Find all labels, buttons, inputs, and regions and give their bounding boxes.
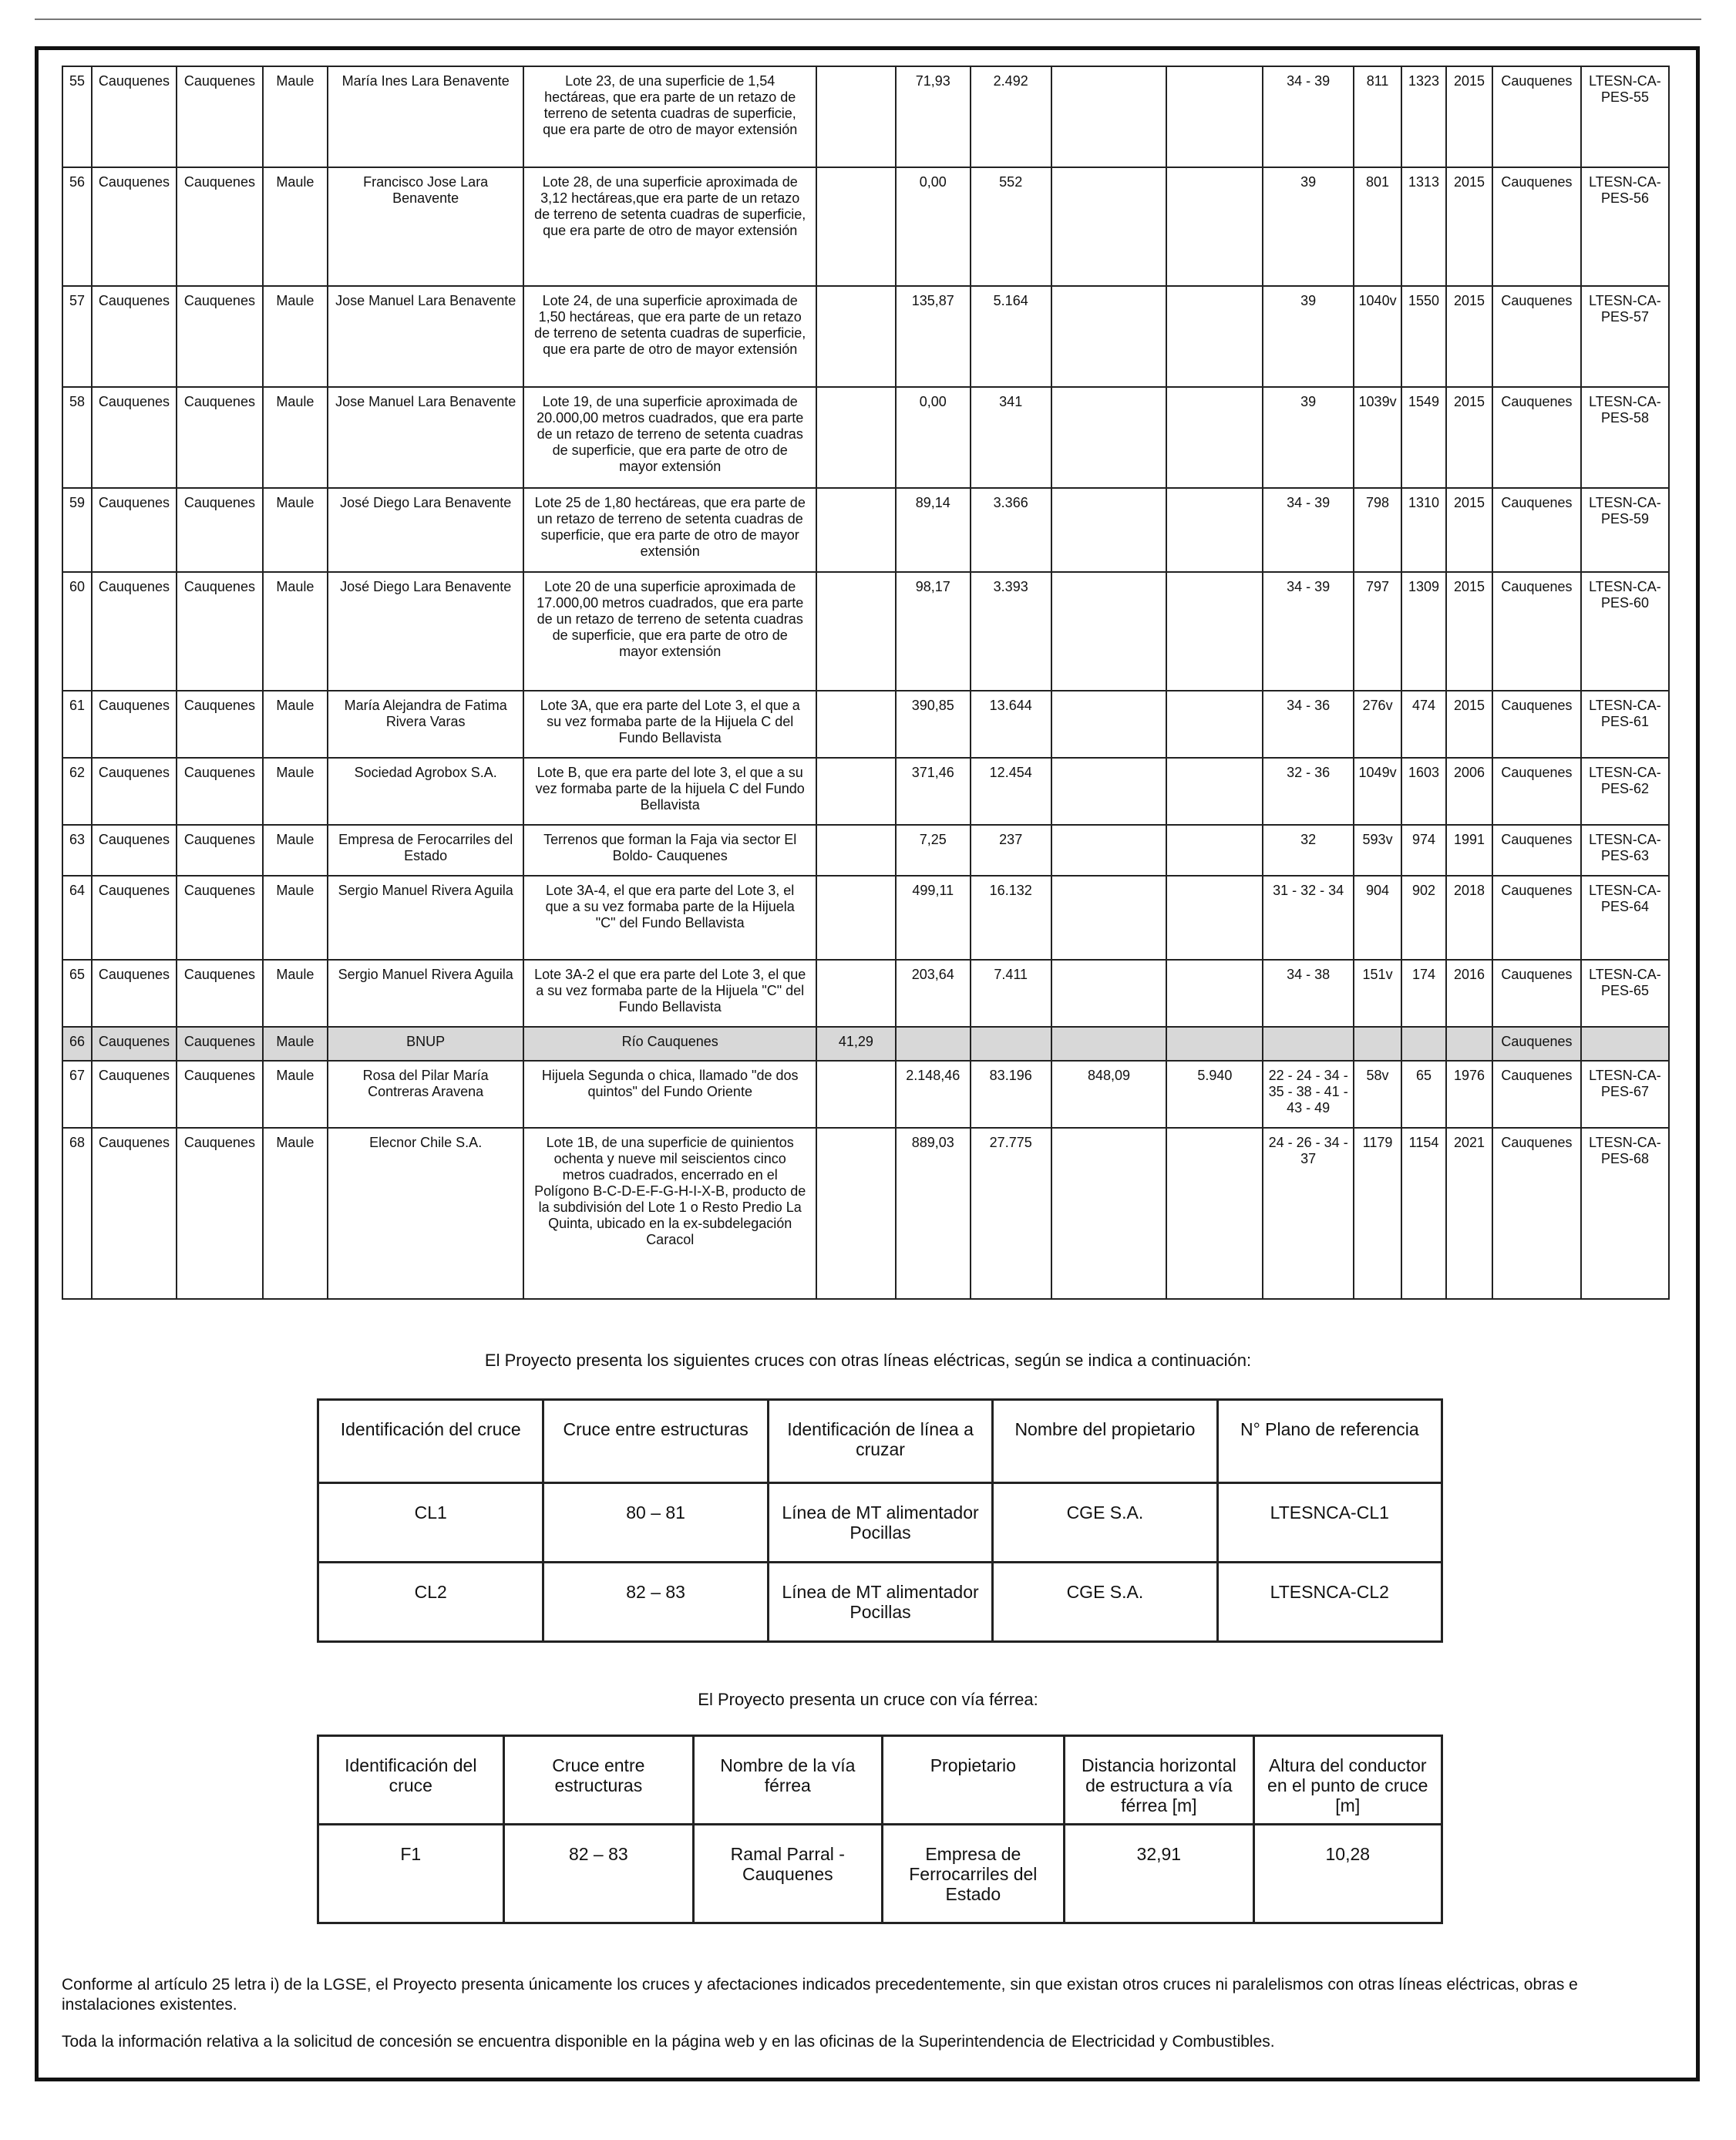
cell-plano: 24 - 26 - 34 - 37 bbox=[1263, 1128, 1354, 1299]
cell-region: Maule bbox=[263, 167, 328, 286]
cell-row-number: 60 bbox=[62, 572, 92, 691]
cell-propietario: Sociedad Agrobox S.A. bbox=[328, 758, 524, 825]
cell-conservador: Cauquenes bbox=[1492, 960, 1581, 1027]
cell-comuna: Cauquenes bbox=[92, 1128, 177, 1299]
via-ferrea-header-row bbox=[318, 1736, 1442, 1825]
cell-superficie-2: 89,14 bbox=[896, 488, 971, 572]
cell-fojas: 276v bbox=[1354, 691, 1401, 758]
cell-region: Maule bbox=[263, 1128, 328, 1299]
cell-comuna: Cauquenes bbox=[92, 66, 177, 167]
cell-descripcion: Lote 19, de una superficie aproximada de 20.000,00 metros cuadrados, que era parte de un retazo de terreno de setenta cuadras de superficie, que era parte de otro de mayor extensión bbox=[523, 387, 816, 488]
cell-fojas: 151v bbox=[1354, 960, 1401, 1027]
cell-descripcion: Lote 3A, que era parte del Lote 3, el que a su vez formaba parte de la Hijuela C del Fundo Bellavista bbox=[523, 691, 816, 758]
cell-region: Maule bbox=[263, 66, 328, 167]
cell-numero: 1603 bbox=[1401, 758, 1446, 825]
cell-numero: 474 bbox=[1401, 691, 1446, 758]
table-row bbox=[62, 758, 1669, 825]
cell-region: Maule bbox=[263, 286, 328, 387]
cruces-cell-4: CGE S.A. bbox=[993, 1563, 1217, 1642]
cell-superficie-4 bbox=[1051, 1128, 1167, 1299]
cell-superficie-1 bbox=[816, 1128, 896, 1299]
cell-superficie-2: 0,00 bbox=[896, 167, 971, 286]
cell-provincia: Cauquenes bbox=[177, 66, 263, 167]
cell-row-number: 59 bbox=[62, 488, 92, 572]
cell-numero: 974 bbox=[1401, 825, 1446, 876]
table-row bbox=[62, 691, 1669, 758]
cell-superficie-4 bbox=[1051, 691, 1167, 758]
cell-superficie-1 bbox=[816, 758, 896, 825]
cell-propietario: María Alejandra de Fatima Rivera Varas bbox=[328, 691, 524, 758]
cell-propietario: Elecnor Chile S.A. bbox=[328, 1128, 524, 1299]
cell-fojas: 801 bbox=[1354, 167, 1401, 286]
cell-superficie-3: 27.775 bbox=[971, 1128, 1051, 1299]
cell-anio: 2015 bbox=[1446, 66, 1492, 167]
cell-comuna: Cauquenes bbox=[92, 691, 177, 758]
cell-conservador: Cauquenes bbox=[1492, 66, 1581, 167]
cell-descripcion: Lote 1B, de una superficie de quinientos ochenta y nueve mil seiscientos cinco metros cuadrados, encerrado en el Polígono B-C-D-E-F-G-H-I-X-B, producto de la subdivisión del Lote 1 o Resto Predio La Quinta, ubicado en la ex-subdelegación Caracol bbox=[523, 1128, 816, 1299]
cell-conservador: Cauquenes bbox=[1492, 167, 1581, 286]
cell-propietario: Empresa de Ferocarriles del Estado bbox=[328, 825, 524, 876]
cell-superficie-1 bbox=[816, 66, 896, 167]
cell-propietario: Sergio Manuel Rivera Aguila bbox=[328, 876, 524, 960]
cell-descripcion: Hijuela Segunda o chica, llamado "de dos quintos" del Fundo Oriente bbox=[523, 1061, 816, 1128]
cruces-cell-1: CL1 bbox=[318, 1483, 543, 1563]
table-row bbox=[62, 488, 1669, 572]
cell-anio: 2018 bbox=[1446, 876, 1492, 960]
cell-numero: 174 bbox=[1401, 960, 1446, 1027]
cell-superficie-2 bbox=[896, 1027, 971, 1061]
cell-provincia: Cauquenes bbox=[177, 758, 263, 825]
table-row bbox=[62, 66, 1669, 167]
cell-superficie-5 bbox=[1166, 691, 1263, 758]
cell-superficie-4 bbox=[1051, 825, 1167, 876]
page-top-rule bbox=[35, 19, 1701, 20]
cell-conservador: Cauquenes bbox=[1492, 1027, 1581, 1061]
cruces-cell-3: Línea de MT alimentador Pocillas bbox=[768, 1483, 992, 1563]
cell-codigo: LTESN-CA-PES-65 bbox=[1581, 960, 1669, 1027]
cell-row-number: 65 bbox=[62, 960, 92, 1027]
cell-superficie-1 bbox=[816, 691, 896, 758]
cell-superficie-3: 7.411 bbox=[971, 960, 1051, 1027]
cell-comuna: Cauquenes bbox=[92, 1061, 177, 1128]
cell-superficie-2: 7,25 bbox=[896, 825, 971, 876]
cell-superficie-3: 3.366 bbox=[971, 488, 1051, 572]
cell-superficie-1 bbox=[816, 167, 896, 286]
cell-superficie-4: 848,09 bbox=[1051, 1061, 1167, 1128]
cell-comuna: Cauquenes bbox=[92, 825, 177, 876]
cruces-cell-4: CGE S.A. bbox=[993, 1483, 1217, 1563]
cell-fojas: 798 bbox=[1354, 488, 1401, 572]
cell-codigo: LTESN-CA-PES-68 bbox=[1581, 1128, 1669, 1299]
cell-superficie-5 bbox=[1166, 167, 1263, 286]
cell-anio bbox=[1446, 1027, 1492, 1061]
cell-superficie-1 bbox=[816, 572, 896, 691]
cell-superficie-4 bbox=[1051, 387, 1167, 488]
cell-propietario: Rosa del Pilar María Contreras Aravena bbox=[328, 1061, 524, 1128]
cell-provincia: Cauquenes bbox=[177, 1061, 263, 1128]
cell-fojas: 797 bbox=[1354, 572, 1401, 691]
cell-row-number: 64 bbox=[62, 876, 92, 960]
cell-numero: 1313 bbox=[1401, 167, 1446, 286]
via-ferrea-table bbox=[317, 1735, 1443, 1924]
cell-descripcion: Lote 24, de una superficie aproximada de 1,50 hectáreas, que era parte de un retazo de terreno de setenta cuadras de superficie, que era parte de otro de mayor extensión bbox=[523, 286, 816, 387]
cell-plano: 31 - 32 - 34 bbox=[1263, 876, 1354, 960]
cell-anio: 1991 bbox=[1446, 825, 1492, 876]
cell-region: Maule bbox=[263, 1027, 328, 1061]
cell-superficie-1 bbox=[816, 876, 896, 960]
cell-descripcion: Lote 20 de una superficie aproximada de 17.000,00 metros cuadrados, que era parte de un retazo de terreno de setenta cuadras de superficie, que era parte de otro de mayor extensión bbox=[523, 572, 816, 691]
cell-provincia: Cauquenes bbox=[177, 1128, 263, 1299]
cell-plano: 39 bbox=[1263, 286, 1354, 387]
cell-superficie-2: 390,85 bbox=[896, 691, 971, 758]
cell-comuna: Cauquenes bbox=[92, 960, 177, 1027]
cell-superficie-2: 98,17 bbox=[896, 572, 971, 691]
cell-codigo: LTESN-CA-PES-55 bbox=[1581, 66, 1669, 167]
cell-fojas: 1049v bbox=[1354, 758, 1401, 825]
cell-plano: 39 bbox=[1263, 387, 1354, 488]
cell-descripcion: Lote 3A-4, el que era parte del Lote 3, el que a su vez formaba parte de la Hijuela "C" del Fundo Bellavista bbox=[523, 876, 816, 960]
cell-codigo: LTESN-CA-PES-61 bbox=[1581, 691, 1669, 758]
cell-superficie-4 bbox=[1051, 758, 1167, 825]
cell-comuna: Cauquenes bbox=[92, 488, 177, 572]
cell-superficie-2: 889,03 bbox=[896, 1128, 971, 1299]
cell-provincia: Cauquenes bbox=[177, 167, 263, 286]
cruces-header-row bbox=[318, 1400, 1442, 1483]
cell-numero: 1323 bbox=[1401, 66, 1446, 167]
cell-superficie-5 bbox=[1166, 825, 1263, 876]
cell-numero: 1309 bbox=[1401, 572, 1446, 691]
cell-superficie-2: 203,64 bbox=[896, 960, 971, 1027]
table-row bbox=[318, 1825, 1442, 1923]
cell-superficie-3 bbox=[971, 1027, 1051, 1061]
cell-fojas: 1179 bbox=[1354, 1128, 1401, 1299]
cell-codigo: LTESN-CA-PES-67 bbox=[1581, 1061, 1669, 1128]
cruces-cell-1: CL2 bbox=[318, 1563, 543, 1642]
cell-region: Maule bbox=[263, 691, 328, 758]
cell-fojas: 1040v bbox=[1354, 286, 1401, 387]
cell-fojas: 1039v bbox=[1354, 387, 1401, 488]
cell-numero: 65 bbox=[1401, 1061, 1446, 1128]
cell-conservador: Cauquenes bbox=[1492, 572, 1581, 691]
table-row bbox=[62, 1128, 1669, 1299]
cell-superficie-5 bbox=[1166, 1027, 1263, 1061]
cell-conservador: Cauquenes bbox=[1492, 286, 1581, 387]
cruces-intro: El Proyecto presenta los siguientes cruces con otras líneas eléctricas, según se indica a continuación: bbox=[484, 1351, 1252, 1370]
cell-numero: 1549 bbox=[1401, 387, 1446, 488]
cell-superficie-4 bbox=[1051, 66, 1167, 167]
cell-codigo: LTESN-CA-PES-57 bbox=[1581, 286, 1669, 387]
cell-superficie-3: 3.393 bbox=[971, 572, 1051, 691]
table-row bbox=[62, 960, 1669, 1027]
cell-superficie-3: 341 bbox=[971, 387, 1051, 488]
cell-propietario: BNUP bbox=[328, 1027, 524, 1061]
cell-row-number: 63 bbox=[62, 825, 92, 876]
table-row bbox=[62, 167, 1669, 286]
cell-row-number: 62 bbox=[62, 758, 92, 825]
cell-propietario: Jose Manuel Lara Benavente bbox=[328, 387, 524, 488]
cell-superficie-5: 5.940 bbox=[1166, 1061, 1263, 1128]
table-row bbox=[318, 1483, 1442, 1563]
cell-superficie-3: 237 bbox=[971, 825, 1051, 876]
cell-comuna: Cauquenes bbox=[92, 876, 177, 960]
cell-row-number: 57 bbox=[62, 286, 92, 387]
cell-plano: 34 - 36 bbox=[1263, 691, 1354, 758]
cell-superficie-1 bbox=[816, 488, 896, 572]
cruces-header-2: Cruce entre estructuras bbox=[543, 1400, 768, 1483]
via-ferrea-header-3: Nombre de la vía férrea bbox=[694, 1736, 882, 1825]
via-ferrea-cell-2: 82 – 83 bbox=[503, 1825, 693, 1923]
cell-superficie-5 bbox=[1166, 960, 1263, 1027]
cell-superficie-4 bbox=[1051, 1027, 1167, 1061]
cell-fojas: 811 bbox=[1354, 66, 1401, 167]
cruces-cell-5: LTESNCA-CL2 bbox=[1217, 1563, 1442, 1642]
cell-codigo: LTESN-CA-PES-64 bbox=[1581, 876, 1669, 960]
cell-comuna: Cauquenes bbox=[92, 286, 177, 387]
cell-numero: 1550 bbox=[1401, 286, 1446, 387]
cell-superficie-5 bbox=[1166, 286, 1263, 387]
cell-superficie-3: 5.164 bbox=[971, 286, 1051, 387]
cell-codigo: LTESN-CA-PES-60 bbox=[1581, 572, 1669, 691]
cell-conservador: Cauquenes bbox=[1492, 387, 1581, 488]
cell-codigo: LTESN-CA-PES-62 bbox=[1581, 758, 1669, 825]
cell-descripcion: Lote B, que era parte del lote 3, el que a su vez formaba parte de la hijuela C del Fundo Bellavista bbox=[523, 758, 816, 825]
cruces-header-1: Identificación del cruce bbox=[318, 1400, 543, 1483]
cell-superficie-5 bbox=[1166, 488, 1263, 572]
via-ferrea-cell-5: 32,91 bbox=[1065, 1825, 1253, 1923]
cell-descripcion: Terrenos que forman la Faja via sector El Boldo- Cauquenes bbox=[523, 825, 816, 876]
table-row bbox=[62, 1027, 1669, 1061]
cell-fojas: 58v bbox=[1354, 1061, 1401, 1128]
cell-superficie-2: 135,87 bbox=[896, 286, 971, 387]
cell-superficie-1: 41,29 bbox=[816, 1027, 896, 1061]
cell-provincia: Cauquenes bbox=[177, 876, 263, 960]
cell-descripcion: Río Cauquenes bbox=[523, 1027, 816, 1061]
cell-row-number: 55 bbox=[62, 66, 92, 167]
cell-region: Maule bbox=[263, 758, 328, 825]
cell-numero: 902 bbox=[1401, 876, 1446, 960]
affected-properties-table bbox=[62, 66, 1670, 1300]
cell-superficie-1 bbox=[816, 825, 896, 876]
cell-descripcion: Lote 25 de 1,80 hectáreas, que era parte de un retazo de terreno de setenta cuadras de superficie, que era parte de otro de mayor extensión bbox=[523, 488, 816, 572]
cell-row-number: 66 bbox=[62, 1027, 92, 1061]
cell-superficie-2: 371,46 bbox=[896, 758, 971, 825]
cell-superficie-3: 13.644 bbox=[971, 691, 1051, 758]
footer-paragraph-1: Conforme al artículo 25 letra i) de la LGSE, el Proyecto presenta únicamente los cruces y afectaciones indicados precedentemente, sin que existan otros cruces ni paralelismos con otras líneas eléctricas, obras e instalaciones existentes. bbox=[62, 1976, 1578, 2014]
cell-region: Maule bbox=[263, 960, 328, 1027]
cell-propietario: Jose Manuel Lara Benavente bbox=[328, 286, 524, 387]
cell-superficie-5 bbox=[1166, 876, 1263, 960]
via-ferrea-cell-6: 10,28 bbox=[1253, 1825, 1442, 1923]
cell-codigo: LTESN-CA-PES-63 bbox=[1581, 825, 1669, 876]
cell-row-number: 67 bbox=[62, 1061, 92, 1128]
cell-superficie-4 bbox=[1051, 876, 1167, 960]
cell-provincia: Cauquenes bbox=[177, 825, 263, 876]
cell-plano: 34 - 39 bbox=[1263, 66, 1354, 167]
cell-numero: 1310 bbox=[1401, 488, 1446, 572]
cell-anio: 2015 bbox=[1446, 387, 1492, 488]
cell-provincia: Cauquenes bbox=[177, 572, 263, 691]
cruces-cell-2: 80 – 81 bbox=[543, 1483, 768, 1563]
cell-superficie-3: 83.196 bbox=[971, 1061, 1051, 1128]
cell-provincia: Cauquenes bbox=[177, 387, 263, 488]
cell-superficie-5 bbox=[1166, 66, 1263, 167]
cell-row-number: 58 bbox=[62, 387, 92, 488]
cell-comuna: Cauquenes bbox=[92, 1027, 177, 1061]
cell-numero: 1154 bbox=[1401, 1128, 1446, 1299]
cell-plano: 34 - 39 bbox=[1263, 488, 1354, 572]
cell-codigo: LTESN-CA-PES-58 bbox=[1581, 387, 1669, 488]
cell-region: Maule bbox=[263, 876, 328, 960]
cell-fojas: 904 bbox=[1354, 876, 1401, 960]
cell-provincia: Cauquenes bbox=[177, 488, 263, 572]
cell-provincia: Cauquenes bbox=[177, 286, 263, 387]
cell-superficie-2: 2.148,46 bbox=[896, 1061, 971, 1128]
cell-anio: 1976 bbox=[1446, 1061, 1492, 1128]
cell-codigo: LTESN-CA-PES-56 bbox=[1581, 167, 1669, 286]
via-ferrea-header-1: Identificación del cruce bbox=[318, 1736, 504, 1825]
cell-region: Maule bbox=[263, 1061, 328, 1128]
cell-provincia: Cauquenes bbox=[177, 960, 263, 1027]
cell-propietario: Sergio Manuel Rivera Aguila bbox=[328, 960, 524, 1027]
cell-region: Maule bbox=[263, 572, 328, 691]
cell-fojas: 593v bbox=[1354, 825, 1401, 876]
cell-superficie-5 bbox=[1166, 387, 1263, 488]
cell-fojas bbox=[1354, 1027, 1401, 1061]
cell-superficie-3: 16.132 bbox=[971, 876, 1051, 960]
table-row bbox=[62, 1061, 1669, 1128]
cell-comuna: Cauquenes bbox=[92, 572, 177, 691]
cell-conservador: Cauquenes bbox=[1492, 1061, 1581, 1128]
via-ferrea-header-4: Propietario bbox=[882, 1736, 1065, 1825]
cell-propietario: José Diego Lara Benavente bbox=[328, 572, 524, 691]
cell-anio: 2006 bbox=[1446, 758, 1492, 825]
cell-comuna: Cauquenes bbox=[92, 387, 177, 488]
cell-superficie-2: 0,00 bbox=[896, 387, 971, 488]
cell-conservador: Cauquenes bbox=[1492, 691, 1581, 758]
cell-plano: 32 - 36 bbox=[1263, 758, 1354, 825]
cruces-cell-2: 82 – 83 bbox=[543, 1563, 768, 1642]
cell-anio: 2015 bbox=[1446, 286, 1492, 387]
cell-row-number: 68 bbox=[62, 1128, 92, 1299]
cruces-header-4: Nombre del propietario bbox=[993, 1400, 1217, 1483]
via-ferrea-header-5: Distancia horizontal de estructura a vía férrea [m] bbox=[1065, 1736, 1253, 1825]
cell-descripcion: Lote 3A-2 el que era parte del Lote 3, el que a su vez formaba parte de la Hijuela "C" del Fundo Bellavista bbox=[523, 960, 816, 1027]
cell-superficie-5 bbox=[1166, 572, 1263, 691]
cell-plano: 32 bbox=[1263, 825, 1354, 876]
cell-superficie-2: 499,11 bbox=[896, 876, 971, 960]
cell-codigo bbox=[1581, 1027, 1669, 1061]
table-row bbox=[62, 286, 1669, 387]
table-row bbox=[62, 876, 1669, 960]
cell-conservador: Cauquenes bbox=[1492, 876, 1581, 960]
cruces-body bbox=[318, 1483, 1442, 1642]
cell-superficie-3: 12.454 bbox=[971, 758, 1051, 825]
via-ferrea-intro: El Proyecto presenta un cruce con vía férrea: bbox=[698, 1690, 1038, 1709]
cruces-cell-3: Línea de MT alimentador Pocillas bbox=[768, 1563, 992, 1642]
cell-row-number: 56 bbox=[62, 167, 92, 286]
table-row bbox=[318, 1563, 1442, 1642]
cell-conservador: Cauquenes bbox=[1492, 488, 1581, 572]
cruces-cell-5: LTESNCA-CL1 bbox=[1217, 1483, 1442, 1563]
table-row bbox=[62, 825, 1669, 876]
cell-numero bbox=[1401, 1027, 1446, 1061]
cell-row-number: 61 bbox=[62, 691, 92, 758]
cell-propietario: Francisco Jose Lara Benavente bbox=[328, 167, 524, 286]
cell-codigo: LTESN-CA-PES-59 bbox=[1581, 488, 1669, 572]
via-ferrea-body bbox=[318, 1825, 1442, 1923]
cruces-header-3: Identificación de línea a cruzar bbox=[768, 1400, 992, 1483]
cell-anio: 2021 bbox=[1446, 1128, 1492, 1299]
via-ferrea-cell-1: F1 bbox=[318, 1825, 504, 1923]
cell-plano bbox=[1263, 1027, 1354, 1061]
cell-superficie-1 bbox=[816, 1061, 896, 1128]
cruces-header-5: N° Plano de referencia bbox=[1217, 1400, 1442, 1483]
cell-superficie-2: 71,93 bbox=[896, 66, 971, 167]
cell-superficie-5 bbox=[1166, 1128, 1263, 1299]
cell-region: Maule bbox=[263, 825, 328, 876]
via-ferrea-cell-3: Ramal Parral - Cauquenes bbox=[694, 1825, 882, 1923]
cell-plano: 39 bbox=[1263, 167, 1354, 286]
cell-superficie-1 bbox=[816, 387, 896, 488]
cell-conservador: Cauquenes bbox=[1492, 1128, 1581, 1299]
cell-superficie-4 bbox=[1051, 572, 1167, 691]
cell-superficie-4 bbox=[1051, 960, 1167, 1027]
table-row bbox=[62, 572, 1669, 691]
cell-anio: 2015 bbox=[1446, 167, 1492, 286]
via-ferrea-header-6: Altura del conductor en el punto de cruce [m] bbox=[1253, 1736, 1442, 1825]
via-ferrea-cell-4: Empresa de Ferrocarriles del Estado bbox=[882, 1825, 1065, 1923]
cell-superficie-1 bbox=[816, 960, 896, 1027]
cell-comuna: Cauquenes bbox=[92, 758, 177, 825]
cell-plano: 34 - 38 bbox=[1263, 960, 1354, 1027]
cell-superficie-1 bbox=[816, 286, 896, 387]
cell-superficie-4 bbox=[1051, 167, 1167, 286]
cell-superficie-4 bbox=[1051, 286, 1167, 387]
cell-descripcion: Lote 23, de una superficie de 1,54 hectáreas, que era parte de un retazo de terreno de setenta cuadras de superficie, que era parte de otro de mayor extensión bbox=[523, 66, 816, 167]
cruces-table bbox=[317, 1398, 1443, 1643]
cell-comuna: Cauquenes bbox=[92, 167, 177, 286]
cell-provincia: Cauquenes bbox=[177, 1027, 263, 1061]
cell-propietario: José Diego Lara Benavente bbox=[328, 488, 524, 572]
cell-anio: 2015 bbox=[1446, 488, 1492, 572]
cell-descripcion: Lote 28, de una superficie aproximada de 3,12 hectáreas,que era parte de un retazo de terreno de setenta cuadras de superficie, que era parte de otro de mayor extensión bbox=[523, 167, 816, 286]
cell-propietario: María Ines Lara Benavente bbox=[328, 66, 524, 167]
cell-superficie-3: 2.492 bbox=[971, 66, 1051, 167]
cell-superficie-3: 552 bbox=[971, 167, 1051, 286]
affected-properties-body bbox=[62, 66, 1669, 1299]
cell-anio: 2015 bbox=[1446, 691, 1492, 758]
cell-anio: 2016 bbox=[1446, 960, 1492, 1027]
via-ferrea-header-2: Cruce entre estructuras bbox=[503, 1736, 693, 1825]
cell-plano: 34 - 39 bbox=[1263, 572, 1354, 691]
footer-paragraph-2: Toda la información relativa a la solicitud de concesión se encuentra disponible en la página web y en las oficinas de la Superintendencia de Electricidad y Combustibles. bbox=[62, 2033, 1275, 2051]
cell-region: Maule bbox=[263, 488, 328, 572]
cell-superficie-4 bbox=[1051, 488, 1167, 572]
cell-conservador: Cauquenes bbox=[1492, 825, 1581, 876]
cell-anio: 2015 bbox=[1446, 572, 1492, 691]
table-row bbox=[62, 387, 1669, 488]
cell-provincia: Cauquenes bbox=[177, 691, 263, 758]
cell-superficie-5 bbox=[1166, 758, 1263, 825]
cell-plano: 22 - 24 - 34 - 35 - 38 - 41 - 43 - 49 bbox=[1263, 1061, 1354, 1128]
cell-conservador: Cauquenes bbox=[1492, 758, 1581, 825]
cell-region: Maule bbox=[263, 387, 328, 488]
